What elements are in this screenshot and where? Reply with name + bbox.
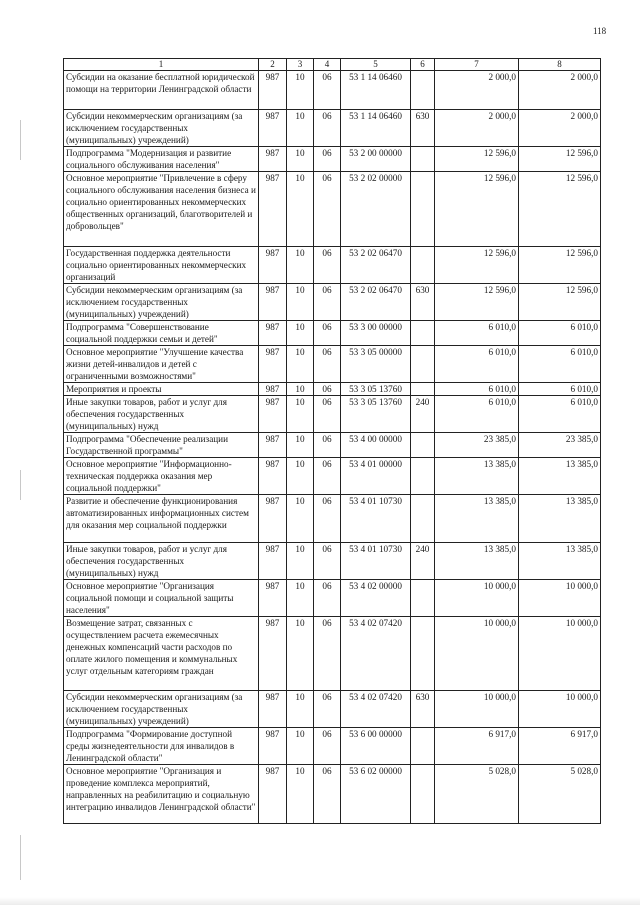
row-name-cell: Основное мероприятие "Организация и проведение комплекса мероприятий, направленных на реабилитацию и социальную интеграцию инвалидов Ленинградской области"	[64, 765, 259, 824]
column-header: 2	[259, 59, 287, 71]
row-code-cell: 987	[259, 247, 287, 284]
row-amount-cell: 6 917,0	[519, 728, 601, 765]
row-section-cell: 10	[287, 765, 314, 824]
row-code-cell: 987	[259, 110, 287, 147]
table-row	[64, 765, 601, 824]
table-row	[64, 247, 601, 284]
row-name-cell: Государственная поддержка деятельности социально ориентированных некоммерческих организаций	[64, 247, 259, 284]
row-subsection-cell: 06	[314, 321, 341, 346]
row-amount-cell: 6 010,0	[435, 383, 519, 396]
row-section-cell: 10	[287, 691, 314, 728]
row-expense-type-cell	[411, 172, 435, 247]
row-code-cell: 987	[259, 321, 287, 346]
row-name-cell: Основное мероприятие "Привлечение в сферу социального обслуживания населения бизнеса и социально ориентированных некоммерческих общественных организаций, благотворителей и добровольцев"	[64, 172, 259, 247]
row-target-article-cell: 53 4 01 10730	[341, 495, 411, 543]
row-name-cell: Иные закупки товаров, работ и услуг для обеспечения государственных (муниципальных) нужд	[64, 543, 259, 580]
row-section-cell: 10	[287, 383, 314, 396]
table-row	[64, 691, 601, 728]
row-amount-cell: 12 596,0	[435, 172, 519, 247]
row-target-article-cell: 53 3 05 13760	[341, 396, 411, 433]
row-subsection-cell: 06	[314, 458, 341, 495]
row-subsection-cell: 06	[314, 110, 341, 147]
row-expense-type-cell	[411, 383, 435, 396]
row-target-article-cell: 53 2 02 00000	[341, 172, 411, 247]
column-header: 6	[411, 59, 435, 71]
row-target-article-cell: 53 6 00 00000	[341, 728, 411, 765]
row-expense-type-cell	[411, 247, 435, 284]
row-amount-cell: 10 000,0	[519, 580, 601, 617]
row-section-cell: 10	[287, 433, 314, 458]
column-header: 3	[287, 59, 314, 71]
row-target-article-cell: 53 3 05 13760	[341, 383, 411, 396]
row-name-cell: Основное мероприятие "Улучшение качества жизни детей-инвалидов и детей с ограниченными возможностями"	[64, 346, 259, 383]
row-name-cell: Подпрограмма "Обеспечение реализации Государственной программы"	[64, 433, 259, 458]
table-body	[64, 71, 601, 824]
row-amount-cell: 13 385,0	[519, 458, 601, 495]
row-subsection-cell: 06	[314, 383, 341, 396]
row-amount-cell: 23 385,0	[519, 433, 601, 458]
row-name-cell: Подпрограмма "Совершенствование социальной поддержки семьи и детей"	[64, 321, 259, 346]
row-section-cell: 10	[287, 543, 314, 580]
row-section-cell: 10	[287, 71, 314, 110]
row-subsection-cell: 06	[314, 147, 341, 172]
row-code-cell: 987	[259, 458, 287, 495]
column-header: 5	[341, 59, 411, 71]
row-code-cell: 987	[259, 433, 287, 458]
row-code-cell: 987	[259, 691, 287, 728]
row-code-cell: 987	[259, 71, 287, 110]
row-name-cell: Мероприятия и проекты	[64, 383, 259, 396]
row-expense-type-cell: 630	[411, 691, 435, 728]
row-expense-type-cell	[411, 321, 435, 346]
row-expense-type-cell	[411, 147, 435, 172]
row-subsection-cell: 06	[314, 284, 341, 321]
row-section-cell: 10	[287, 617, 314, 691]
page-number: 118	[593, 26, 607, 36]
row-name-cell: Субсидии на оказание бесплатной юридической помощи на территории Ленинградской области	[64, 71, 259, 110]
table-row	[64, 580, 601, 617]
row-amount-cell: 13 385,0	[519, 495, 601, 543]
scan-edge-mark	[20, 120, 21, 160]
row-expense-type-cell: 630	[411, 284, 435, 321]
row-amount-cell: 5 028,0	[435, 765, 519, 824]
row-name-cell: Подпрограмма "Модернизация и развитие социального обслуживания населения"	[64, 147, 259, 172]
row-section-cell: 10	[287, 346, 314, 383]
row-subsection-cell: 06	[314, 691, 341, 728]
row-target-article-cell: 53 6 02 00000	[341, 765, 411, 824]
row-subsection-cell: 06	[314, 728, 341, 765]
row-amount-cell: 2 000,0	[435, 71, 519, 110]
row-expense-type-cell	[411, 71, 435, 110]
row-section-cell: 10	[287, 458, 314, 495]
table-header-row	[64, 59, 601, 71]
row-amount-cell: 12 596,0	[435, 247, 519, 284]
row-amount-cell: 6 010,0	[435, 346, 519, 383]
row-code-cell: 987	[259, 617, 287, 691]
row-section-cell: 10	[287, 172, 314, 247]
row-expense-type-cell	[411, 346, 435, 383]
scan-edge-mark	[20, 835, 21, 880]
row-target-article-cell: 53 3 00 00000	[341, 321, 411, 346]
row-subsection-cell: 06	[314, 765, 341, 824]
row-target-article-cell: 53 2 00 00000	[341, 147, 411, 172]
table-row	[64, 147, 601, 172]
row-code-cell: 987	[259, 580, 287, 617]
table-row	[64, 172, 601, 247]
table-row	[64, 433, 601, 458]
row-target-article-cell: 53 1 14 06460	[341, 71, 411, 110]
row-amount-cell: 10 000,0	[435, 691, 519, 728]
row-code-cell: 987	[259, 383, 287, 396]
row-target-article-cell: 53 4 00 00000	[341, 433, 411, 458]
column-header: 1	[64, 59, 259, 71]
row-name-cell: Субсидии некоммерческим организациям (за исключением государственных (муниципальных) учреждений)	[64, 110, 259, 147]
row-target-article-cell: 53 2 02 06470	[341, 247, 411, 284]
table-row	[64, 543, 601, 580]
row-code-cell: 987	[259, 765, 287, 824]
row-amount-cell: 12 596,0	[519, 147, 601, 172]
row-name-cell: Возмещение затрат, связанных с осуществлением расчета ежемесячных денежных компенсаций части расходов по оплате жилого помещения и коммунальных услуг отдельным категориям граждан	[64, 617, 259, 691]
row-section-cell: 10	[287, 110, 314, 147]
row-expense-type-cell	[411, 580, 435, 617]
row-amount-cell: 12 596,0	[435, 284, 519, 321]
row-amount-cell: 2 000,0	[519, 110, 601, 147]
row-name-cell: Подпрограмма "Формирование доступной среды жизнедеятельности для инвалидов в Ленинградской области"	[64, 728, 259, 765]
row-target-article-cell: 53 4 02 07420	[341, 617, 411, 691]
row-section-cell: 10	[287, 580, 314, 617]
row-target-article-cell: 53 1 14 06460	[341, 110, 411, 147]
row-amount-cell: 12 596,0	[519, 247, 601, 284]
table-row	[64, 321, 601, 346]
row-target-article-cell: 53 2 02 06470	[341, 284, 411, 321]
row-name-cell: Основное мероприятие "Организация социальной помощи и социальной защиты населения"	[64, 580, 259, 617]
row-name-cell: Субсидии некоммерческим организациям (за исключением государственных (муниципальных) учреждений)	[64, 284, 259, 321]
row-expense-type-cell	[411, 765, 435, 824]
row-amount-cell: 6 917,0	[435, 728, 519, 765]
row-section-cell: 10	[287, 396, 314, 433]
table-row	[64, 383, 601, 396]
row-amount-cell: 2 000,0	[435, 110, 519, 147]
table-row	[64, 495, 601, 543]
row-name-cell: Субсидии некоммерческим организациям (за исключением государственных (муниципальных) учреждений)	[64, 691, 259, 728]
row-amount-cell: 6 010,0	[519, 396, 601, 433]
table-row	[64, 728, 601, 765]
row-subsection-cell: 06	[314, 172, 341, 247]
row-amount-cell: 6 010,0	[519, 383, 601, 396]
row-subsection-cell: 06	[314, 580, 341, 617]
row-amount-cell: 2 000,0	[519, 71, 601, 110]
row-subsection-cell: 06	[314, 617, 341, 691]
row-subsection-cell: 06	[314, 247, 341, 284]
table-row	[64, 396, 601, 433]
row-amount-cell: 12 596,0	[519, 284, 601, 321]
row-section-cell: 10	[287, 728, 314, 765]
row-amount-cell: 6 010,0	[435, 321, 519, 346]
row-amount-cell: 10 000,0	[519, 617, 601, 691]
row-code-cell: 987	[259, 396, 287, 433]
scan-edge-mark	[20, 470, 21, 500]
row-amount-cell: 6 010,0	[519, 321, 601, 346]
row-target-article-cell: 53 4 02 07420	[341, 691, 411, 728]
table-row	[64, 458, 601, 495]
column-header: 4	[314, 59, 341, 71]
row-name-cell: Иные закупки товаров, работ и услуг для обеспечения государственных (муниципальных) нужд	[64, 396, 259, 433]
row-expense-type-cell: 240	[411, 543, 435, 580]
row-amount-cell: 10 000,0	[519, 691, 601, 728]
row-expense-type-cell	[411, 728, 435, 765]
table-row	[64, 617, 601, 691]
row-code-cell: 987	[259, 147, 287, 172]
row-code-cell: 987	[259, 346, 287, 383]
row-code-cell: 987	[259, 543, 287, 580]
row-amount-cell: 13 385,0	[519, 543, 601, 580]
row-subsection-cell: 06	[314, 495, 341, 543]
row-code-cell: 987	[259, 495, 287, 543]
column-header: 7	[435, 59, 519, 71]
table-row	[64, 71, 601, 110]
row-subsection-cell: 06	[314, 346, 341, 383]
row-expense-type-cell: 240	[411, 396, 435, 433]
row-subsection-cell: 06	[314, 71, 341, 110]
budget-table	[63, 58, 601, 824]
row-expense-type-cell	[411, 433, 435, 458]
row-expense-type-cell	[411, 458, 435, 495]
row-target-article-cell: 53 4 01 00000	[341, 458, 411, 495]
column-header: 8	[519, 59, 601, 71]
row-subsection-cell: 06	[314, 543, 341, 580]
row-expense-type-cell: 630	[411, 110, 435, 147]
row-name-cell: Основное мероприятие "Информационно-техническая поддержка оказания мер социальной поддержки"	[64, 458, 259, 495]
scan-bottom-edge	[0, 897, 640, 905]
row-expense-type-cell	[411, 495, 435, 543]
row-subsection-cell: 06	[314, 433, 341, 458]
row-amount-cell: 6 010,0	[519, 346, 601, 383]
row-amount-cell: 6 010,0	[435, 396, 519, 433]
row-name-cell: Развитие и обеспечение функционирования автоматизированных информационных систем для оказания мер социальной поддержки	[64, 495, 259, 543]
row-section-cell: 10	[287, 495, 314, 543]
row-section-cell: 10	[287, 247, 314, 284]
row-amount-cell: 5 028,0	[519, 765, 601, 824]
row-target-article-cell: 53 4 01 10730	[341, 543, 411, 580]
row-amount-cell: 12 596,0	[435, 147, 519, 172]
row-section-cell: 10	[287, 321, 314, 346]
row-amount-cell: 10 000,0	[435, 617, 519, 691]
row-amount-cell: 10 000,0	[435, 580, 519, 617]
row-target-article-cell: 53 4 02 00000	[341, 580, 411, 617]
row-amount-cell: 12 596,0	[519, 172, 601, 247]
row-amount-cell: 13 385,0	[435, 543, 519, 580]
row-section-cell: 10	[287, 284, 314, 321]
row-code-cell: 987	[259, 172, 287, 247]
row-amount-cell: 13 385,0	[435, 495, 519, 543]
table-row	[64, 346, 601, 383]
row-expense-type-cell	[411, 617, 435, 691]
row-amount-cell: 13 385,0	[435, 458, 519, 495]
row-section-cell: 10	[287, 147, 314, 172]
row-amount-cell: 23 385,0	[435, 433, 519, 458]
row-code-cell: 987	[259, 728, 287, 765]
table-row	[64, 284, 601, 321]
row-subsection-cell: 06	[314, 396, 341, 433]
row-target-article-cell: 53 3 05 00000	[341, 346, 411, 383]
table-row	[64, 110, 601, 147]
row-code-cell: 987	[259, 284, 287, 321]
